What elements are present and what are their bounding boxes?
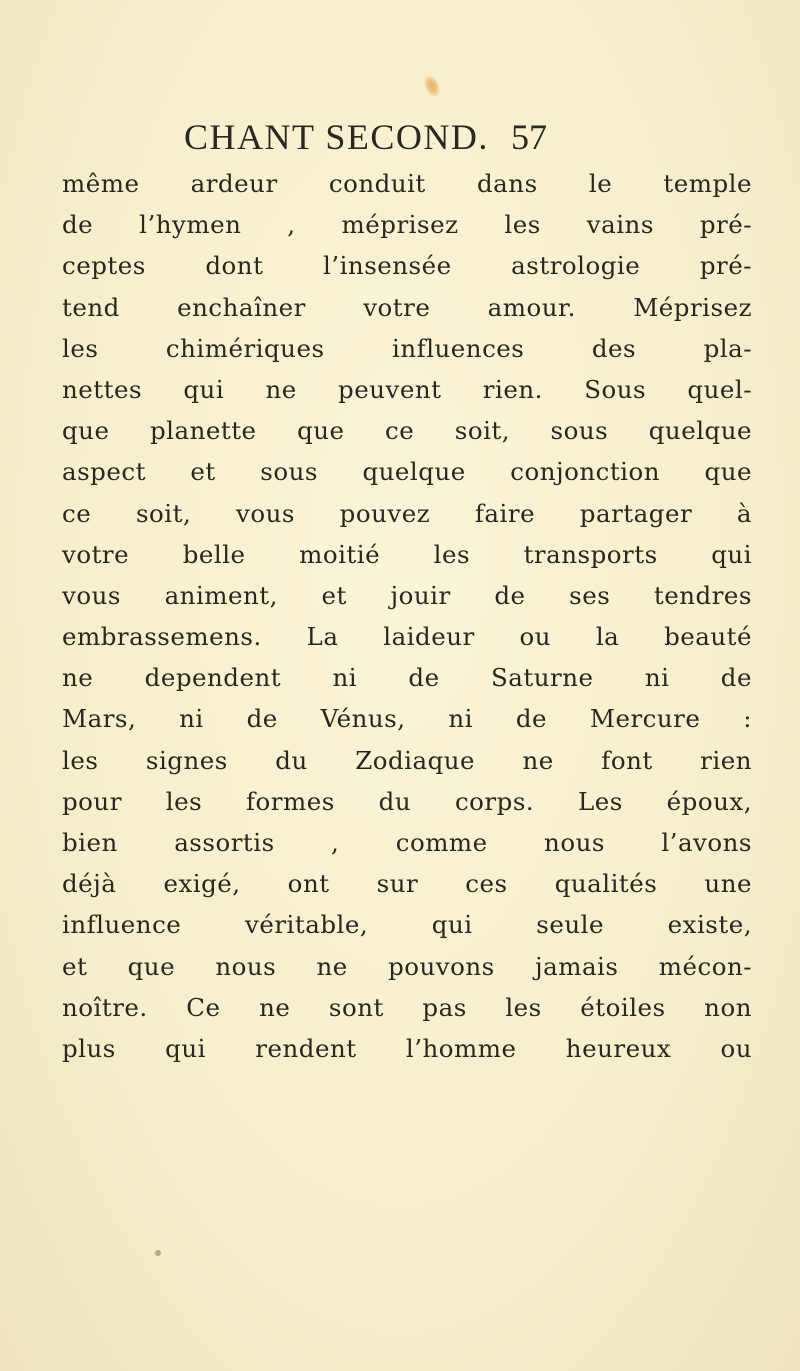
text-line: déjà exigé, ont sur ces qualités une [62,869,752,899]
text-line: que planette que ce soit, sous quelque [62,416,752,446]
page-number: 57 [511,117,547,157]
text-line: Mars, ni de Vénus, ni de Mercure : [62,704,752,734]
text-line: vous animent, et jouir de ses tendres [62,580,752,610]
text-line: et que nous ne pouvons jamais mécon- [62,951,752,981]
text-line: bien assortis , comme nous l’avons [62,828,752,857]
text-line: les signes du Zodiaque ne font rien [62,745,752,775]
text-line: ceptes dont l’insensée astrologie pré- [62,251,752,281]
text-line: nettes qui ne peuvent rien. Sous quel- [62,374,752,404]
text-line: tend enchaîner votre amour. Méprisez [62,292,752,322]
text-line: de l’hymen , méprisez les vains pré- [62,210,752,240]
text-line: ce soit, vous pouvez faire partager à [62,498,752,528]
text-line: votre belle moitié les transports qui [62,539,752,569]
text-line: embrassemens. La laideur ou la beauté [62,622,752,652]
running-head [184,112,704,162]
ink-speck [155,1250,161,1256]
text-line: influence véritable, qui seule existe, [62,910,752,940]
text-line: noître. Ce ne sont pas les étoiles non [62,992,752,1022]
text-line: pour les formes du corps. Les époux, [62,786,752,816]
text-line: ne dependent ni de Saturne ni de [62,663,752,693]
text-line: même ardeur conduit dans le temple [62,169,752,198]
text-line: les chimériques influences des pla- [62,333,752,363]
body-text [62,163,752,1069]
chapter-title: CHANT SECOND. [184,117,489,157]
ink-smudge [421,73,443,99]
text-line: aspect et sous quelque conjonction que [62,457,752,487]
text-line: plus qui rendent l’homme heureux ou [62,1033,752,1063]
